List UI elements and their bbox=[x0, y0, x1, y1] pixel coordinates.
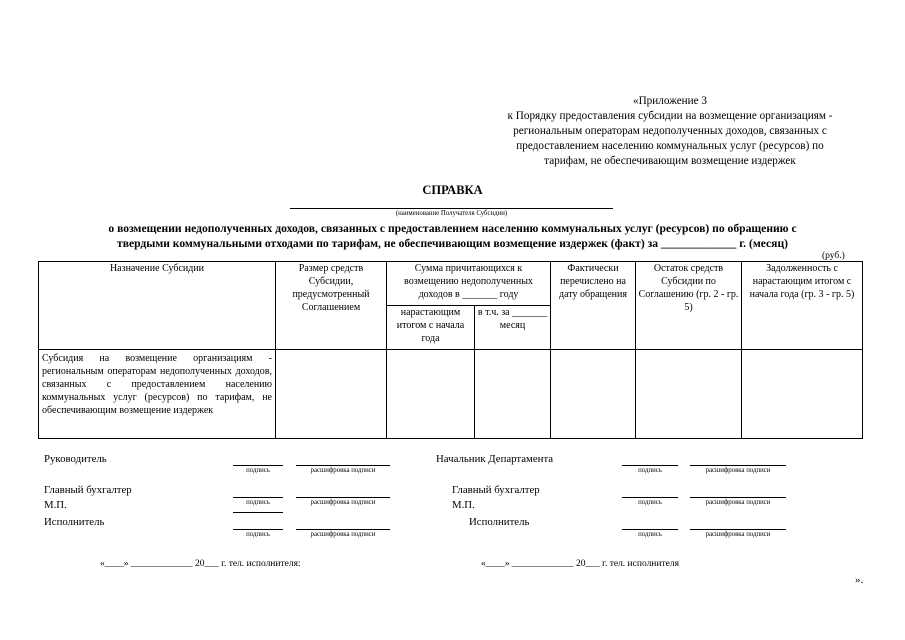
right-accountant-decoding-caption: расшифровка подписи bbox=[705, 499, 771, 506]
left-head-label: Руководитель bbox=[44, 453, 107, 465]
right-date-phone: «____» _____________ 20___ г. тел. исполнителя bbox=[481, 559, 679, 569]
right-chief-accountant-label: Главный бухгалтер bbox=[452, 484, 540, 496]
cell-balance[interactable] bbox=[636, 350, 742, 439]
recipient-caption: (наименование Получателя Субсидии) bbox=[395, 210, 508, 217]
right-head-label: Начальник Департамента bbox=[436, 453, 554, 465]
header-transferred: Фактически перечислено на дату обращения bbox=[551, 262, 636, 350]
header-balance: Остаток средств Субсидии по Соглашению (гр. 2 - гр. 5) bbox=[636, 262, 742, 350]
left-executor-signature-line[interactable] bbox=[233, 529, 283, 530]
left-chief-accountant-label: Главный бухгалтер bbox=[44, 484, 132, 496]
right-executor-signature-caption: подпись bbox=[638, 531, 662, 538]
left-accountant-signature-line[interactable] bbox=[233, 497, 283, 498]
right-stamp-label: М.П. bbox=[452, 499, 475, 511]
left-head-signature-caption: подпись bbox=[246, 467, 270, 474]
right-executor-signature-line[interactable] bbox=[622, 529, 678, 530]
header-due-group: Сумма причитающихся к возмещению недополученных доходов в _______ году bbox=[387, 262, 551, 306]
subject-line-2: твердыми коммунальными отходами по тарифам, не обеспечивающим возмещение издержек (факт) за _____________ г. (месяц) bbox=[117, 237, 788, 250]
header-purpose: Назначение Субсидии bbox=[39, 262, 276, 350]
recipient-name-line[interactable] bbox=[290, 208, 613, 209]
left-accountant-decoding-line[interactable] bbox=[296, 497, 390, 498]
right-head-decoding-caption: расшифровка подписи bbox=[705, 467, 771, 474]
right-accountant-signature-caption: подпись bbox=[638, 499, 662, 506]
left-stamp-line[interactable] bbox=[233, 512, 283, 513]
right-accountant-decoding-line[interactable] bbox=[690, 497, 786, 498]
cell-due-month[interactable] bbox=[475, 350, 551, 439]
appendix-line: предоставлением населению коммунальных услуг (ресурсов) по bbox=[516, 140, 824, 152]
appendix-line: региональным операторам недополученных доходов, связанных с bbox=[513, 125, 827, 137]
cell-agreement-amount[interactable] bbox=[276, 350, 387, 439]
right-head-signature-line[interactable] bbox=[622, 465, 678, 466]
document-subject bbox=[0, 221, 905, 251]
subsidy-table bbox=[38, 261, 863, 439]
header-debt: Задолженность с нарастающим итогом с начала года (гр. 3 - гр. 5) bbox=[742, 262, 863, 350]
right-executor-decoding-caption: расшифровка подписи bbox=[705, 531, 771, 538]
header-due-month: в т.ч. за _______ месяц bbox=[475, 306, 551, 350]
cell-debt[interactable] bbox=[742, 350, 863, 439]
left-head-signature-line[interactable] bbox=[233, 465, 283, 466]
left-executor-signature-caption: подпись bbox=[246, 531, 270, 538]
left-stamp-label: М.П. bbox=[44, 499, 67, 511]
header-due-cumulative: нарастающим итогом с начала года bbox=[387, 306, 475, 350]
appendix-line: тарифам, не обеспечивающим возмещение издержек bbox=[544, 155, 796, 167]
left-executor-label: Исполнитель bbox=[44, 516, 105, 528]
subject-line-1: о возмещении недополученных доходов, связанных с предоставлением населению коммунальных услуг (ресурсов) по обращению с bbox=[108, 222, 797, 235]
appendix-header bbox=[465, 94, 875, 169]
left-head-decoding-caption: расшифровка подписи bbox=[310, 467, 376, 474]
row-purpose: Субсидия на возмещение организациям - региональным операторам недополученных доходов, связанных с предоставлением населению коммунальных услуг (ресурсов) по тарифам, не обеспечивающим возмещение издержек bbox=[39, 350, 276, 439]
cell-due-cumulative[interactable] bbox=[387, 350, 475, 439]
right-executor-decoding-line[interactable] bbox=[690, 529, 786, 530]
right-head-signature-caption: подпись bbox=[638, 467, 662, 474]
closing-quote-mark: ». bbox=[855, 574, 864, 586]
right-executor-label: Исполнитель bbox=[469, 516, 530, 528]
document-title: СПРАВКА bbox=[422, 183, 483, 197]
right-head-decoding-line[interactable] bbox=[690, 465, 786, 466]
cell-transferred[interactable] bbox=[551, 350, 636, 439]
currency-unit: (руб.) bbox=[822, 251, 845, 261]
left-accountant-decoding-caption: расшифровка подписи bbox=[310, 499, 376, 506]
table-row bbox=[39, 350, 863, 439]
left-date-phone: «____» _____________ 20___ г. тел. исполнителя: bbox=[100, 559, 301, 569]
appendix-line: «Приложение 3 bbox=[632, 95, 708, 107]
appendix-line: к Порядку предоставления субсидии на возмещение организациям - bbox=[507, 110, 833, 122]
left-accountant-signature-caption: подпись bbox=[246, 499, 270, 506]
right-accountant-signature-line[interactable] bbox=[622, 497, 678, 498]
left-executor-decoding-line[interactable] bbox=[296, 529, 390, 530]
left-executor-decoding-caption: расшифровка подписи bbox=[310, 531, 376, 538]
header-agreement-amount: Размер средств Субсидии, предусмотренный Соглашением bbox=[276, 262, 387, 350]
left-head-decoding-line[interactable] bbox=[296, 465, 390, 466]
